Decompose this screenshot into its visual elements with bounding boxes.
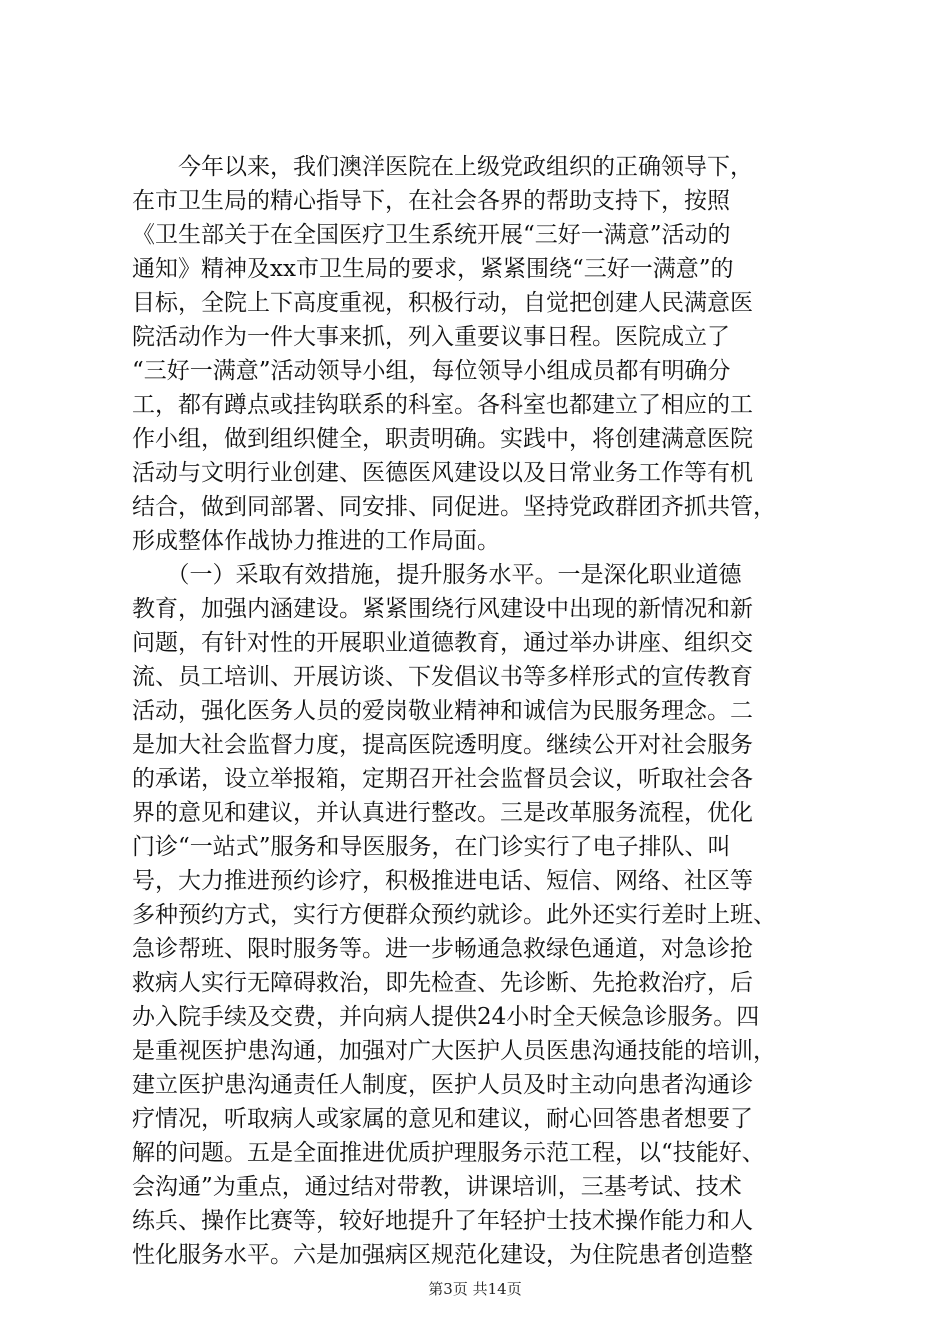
text-line: 《卫生部关于在全国医疗卫生系统开展“三好一满意”活动的 — [132, 222, 731, 248]
text-line: 形成整体作战协力推进的工作局面。 — [132, 528, 500, 554]
body-text — [132, 150, 832, 1272]
text-line: 教育，加强内涵建设。紧紧围绕行风建设中出现的新情况和新 — [132, 596, 753, 622]
text-line: 门诊“一站式”服务和导医服务，在门诊实行了电子排队、叫 — [132, 834, 731, 860]
text-line: 疗情况，听取病人或家属的意见和建议，耐心回答患者想要了 — [132, 1106, 753, 1132]
text-line: （一）采取有效措施，提升服务水平。一是深化职业道德 — [132, 562, 742, 588]
text-line: 院活动作为一件大事来抓，列入重要议事日程。医院成立了 — [132, 324, 730, 350]
text-line: 是重视医护患沟通，加强对广大医护人员医患沟通技能的培训， — [132, 1038, 776, 1064]
text-line: 活动与文明行业创建、医德医风建设以及日常业务工作等有机 — [132, 460, 753, 486]
text-line: 办入院手续及交费，并向病人提供24小时全天候急诊服务。四 — [132, 1004, 760, 1030]
text-line: 建立医护患沟通责任人制度，医护人员及时主动向患者沟通诊 — [132, 1072, 753, 1098]
text-line: 今年以来，我们澳洋医院在上级党政组织的正确领导下， — [132, 154, 753, 180]
page-footer: 第3页 共14页 — [428, 1280, 522, 1298]
text-line: 通知》精神及xx市卫生局的要求，紧紧围绕“三好一满意”的 — [132, 256, 734, 282]
text-line: 作小组，做到组织健全，职责明确。实践中，将创建满意医院 — [132, 426, 753, 452]
text-line: 问题，有针对性的开展职业道德教育，通过举办讲座、组织交 — [132, 630, 753, 656]
text-line: 活动，强化医务人员的爱岗敬业精神和诚信为民服务理念。二 — [132, 698, 753, 724]
text-line: 性化服务水平。六是加强病区规范化建设，为住院患者创造整 — [132, 1242, 753, 1268]
text-line: 结合，做到同部署、同安排、同促进。坚持党政群团齐抓共管， — [132, 494, 776, 520]
text-line: 多种预约方式，实行方便群众预约就诊。此外还实行差时上班、 — [132, 902, 776, 928]
text-line: 是加大社会监督力度，提高医院透明度。继续公开对社会服务 — [132, 732, 753, 758]
text-line: 流、员工培训、开展访谈、下发倡议书等多样形式的宣传教育 — [132, 664, 753, 690]
text-line: 练兵、操作比赛等，较好地提升了年轻护士技术操作能力和人 — [132, 1208, 753, 1234]
text-line: 的承诺，设立举报箱，定期召开社会监督员会议，听取社会各 — [132, 766, 753, 792]
text-line: 号，大力推进预约诊疗，积极推进电话、短信、网络、社区等 — [132, 868, 753, 894]
text-line: 救病人实行无障碍救治，即先检查、先诊断、先抢救治疗，后 — [132, 970, 753, 996]
text-line: “三好一满意”活动领导小组，每位领导小组成员都有明确分 — [132, 358, 731, 384]
text-line: 界的意见和建议，并认真进行整改。三是改革服务流程，优化 — [132, 800, 753, 826]
text-line: 会沟通”为重点，通过结对带教，讲课培训，三基考试、技术 — [132, 1174, 742, 1200]
text-line: 在市卫生局的精心指导下，在社会各界的帮助支持下，按照 — [132, 188, 730, 214]
text-line: 解的问题。五是全面推进优质护理服务示范工程，以“技能好、 — [132, 1140, 765, 1166]
text-line: 工，都有蹲点或挂钩联系的科室。各科室也都建立了相应的工 — [132, 392, 753, 418]
text-line: 急诊帮班、限时服务等。进一步畅通急救绿色通道，对急诊抢 — [132, 936, 753, 962]
text-line: 目标，全院上下高度重视，积极行动，自觉把创建人民满意医 — [132, 290, 753, 316]
